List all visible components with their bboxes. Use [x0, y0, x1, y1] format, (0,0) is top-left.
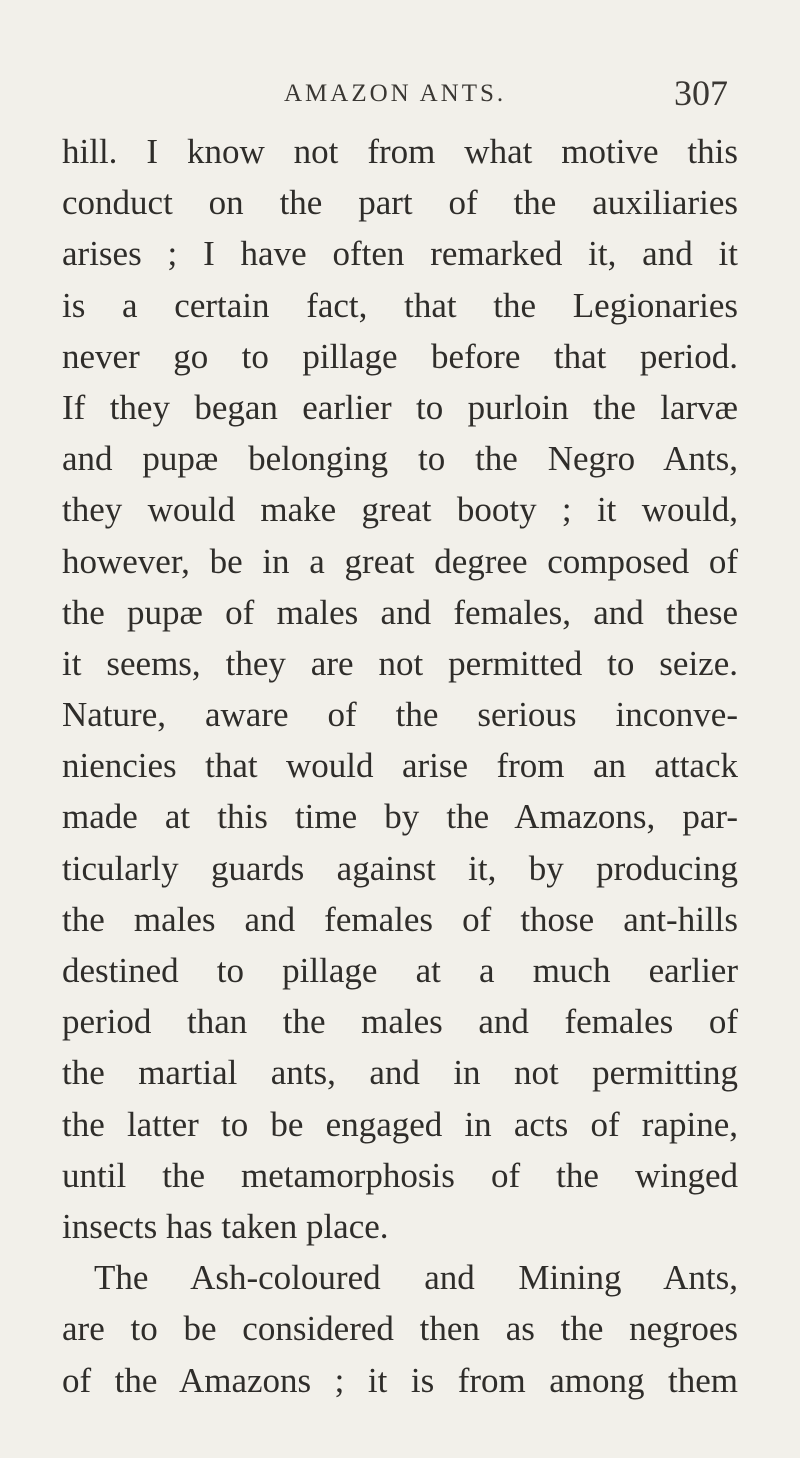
text-line: destined to pillage at a much earlier [62, 951, 738, 990]
text-line: made at this time by the Amazons, par- [62, 797, 738, 837]
running-head [284, 74, 734, 114]
text-line: and pupæ belonging to the Negro Ants, [62, 439, 738, 479]
text-line: the pupæ of males and females, and these [62, 592, 738, 632]
text-line: ticularly guards against it, by producing [62, 848, 738, 888]
text-line: the martial ants, and in not permitting [62, 1053, 738, 1093]
text-line: arises ; I have often remarked it, and it [62, 234, 738, 274]
text-line: If they began earlier to purloin the larvæ [62, 387, 738, 427]
text-line: however, be in a great degree composed of [62, 541, 738, 581]
text-line: hill. I know not from what motive this [62, 132, 738, 171]
text-line: the males and females of those ant-hills [62, 899, 738, 939]
text-line: Nature, aware of the serious inconve- [62, 695, 738, 735]
text-line: conduct on the part of the auxiliaries [62, 183, 738, 223]
text-line: they would make great booty ; it would, [62, 490, 738, 530]
paragraph-start-line: The Ash-coloured and Mining Ants, [94, 1258, 738, 1298]
text-line: are to be considered then as the negroes [62, 1309, 738, 1349]
text-line: the latter to be engaged in acts of rapine, [62, 1104, 738, 1144]
running-title: AMAZON ANTS. [284, 80, 507, 107]
text-line: period than the males and females of [62, 1002, 738, 1042]
text-line: until the metamorphosis of the winged [62, 1155, 738, 1195]
page-number: 307 [674, 73, 728, 113]
text-line: niencies that would arise from an attack [62, 746, 738, 786]
paragraph-end-line: insects has taken place. [62, 1206, 389, 1246]
text-line: is a certain fact, that the Legionaries [62, 285, 738, 325]
body-text [62, 126, 738, 1406]
text-line: never go to pillage before that period. [62, 336, 738, 376]
text-line: of the Amazons ; it is from among them [62, 1360, 738, 1400]
text-line: it seems, they are not permitted to seize. [62, 643, 738, 683]
